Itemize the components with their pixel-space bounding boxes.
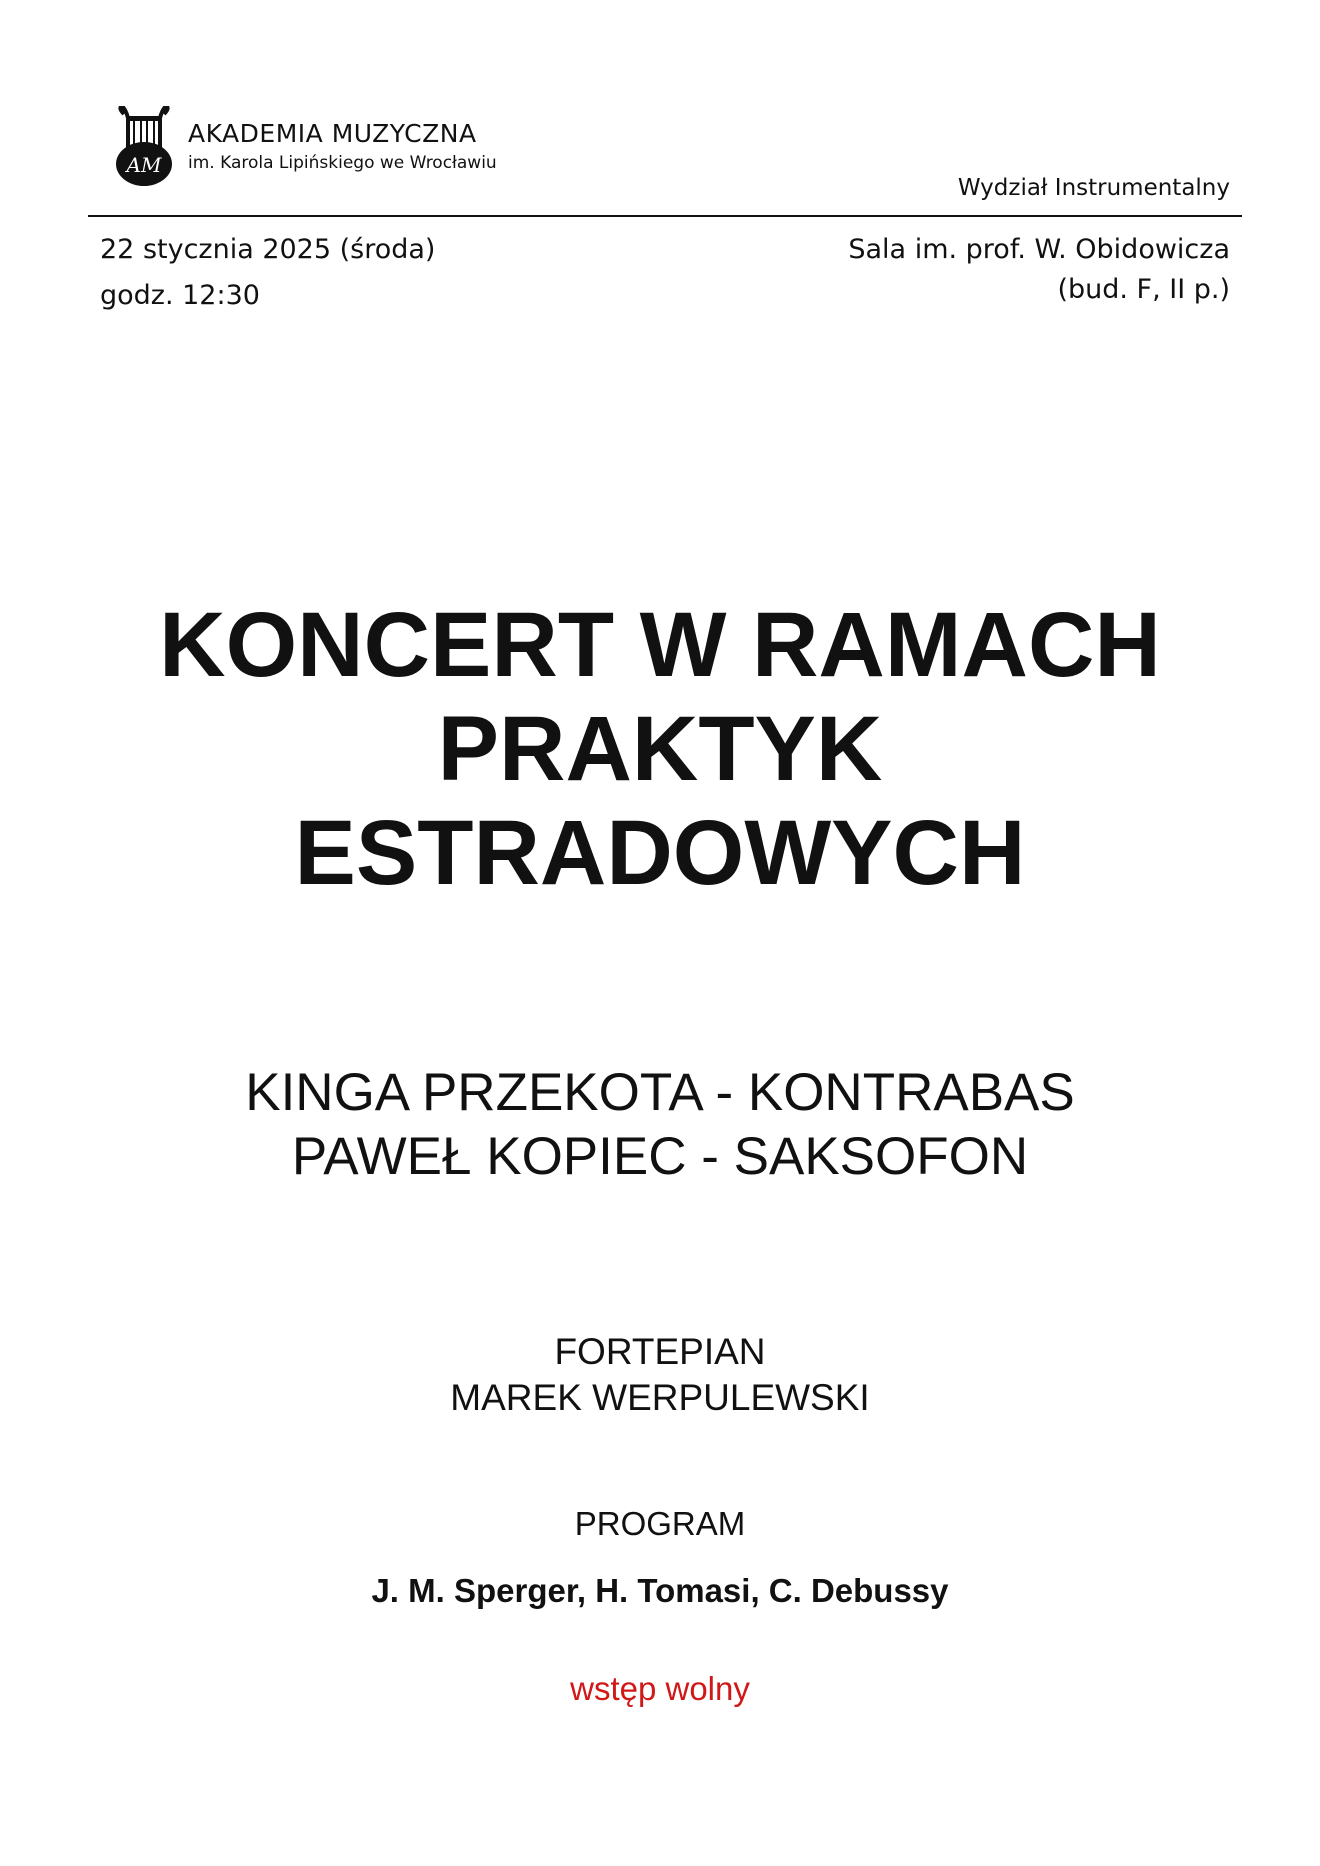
faculty-name: Wydział Instrumentalny — [957, 175, 1230, 201]
concert-title-line: ESTRADOWYCH — [294, 802, 1026, 904]
piano-label: FORTEPIAN — [554, 1331, 766, 1372]
concert-title-line: KONCERT W RAMACH — [159, 594, 1161, 696]
performers-list — [0, 1061, 1320, 1189]
program-heading: PROGRAM — [574, 1505, 746, 1542]
concert-title — [0, 594, 1320, 906]
event-venue: Sala im. prof. W. Obidowicza — [848, 234, 1230, 265]
piano-section — [0, 1329, 1320, 1421]
performer-line: KINGA PRZEKOTA - KONTRABAS — [245, 1063, 1075, 1122]
lyre-icon — [114, 106, 174, 188]
institution-name: AKADEMIA MUZYCZNA — [188, 119, 477, 148]
header-divider — [88, 215, 1242, 217]
svg-text:AM: AM — [126, 153, 162, 177]
program-composers: J. M. Sperger, H. Tomasi, C. Debussy — [371, 1572, 949, 1609]
entry-note: wstęp wolny — [570, 1670, 750, 1707]
concert-title-line: PRAKTYK — [437, 698, 883, 800]
event-venue-detail: (bud. F, II p.) — [1057, 274, 1230, 305]
event-time: godz. 12:30 — [100, 280, 260, 311]
performer-line: PAWEŁ KOPIEC - SAKSOFON — [291, 1127, 1029, 1186]
event-date: 22 stycznia 2025 (środa) — [100, 234, 436, 265]
pianist-name: MAREK WERPULEWSKI — [450, 1377, 870, 1418]
institution-subtitle: im. Karola Lipińskiego we Wrocławiu — [188, 153, 497, 173]
